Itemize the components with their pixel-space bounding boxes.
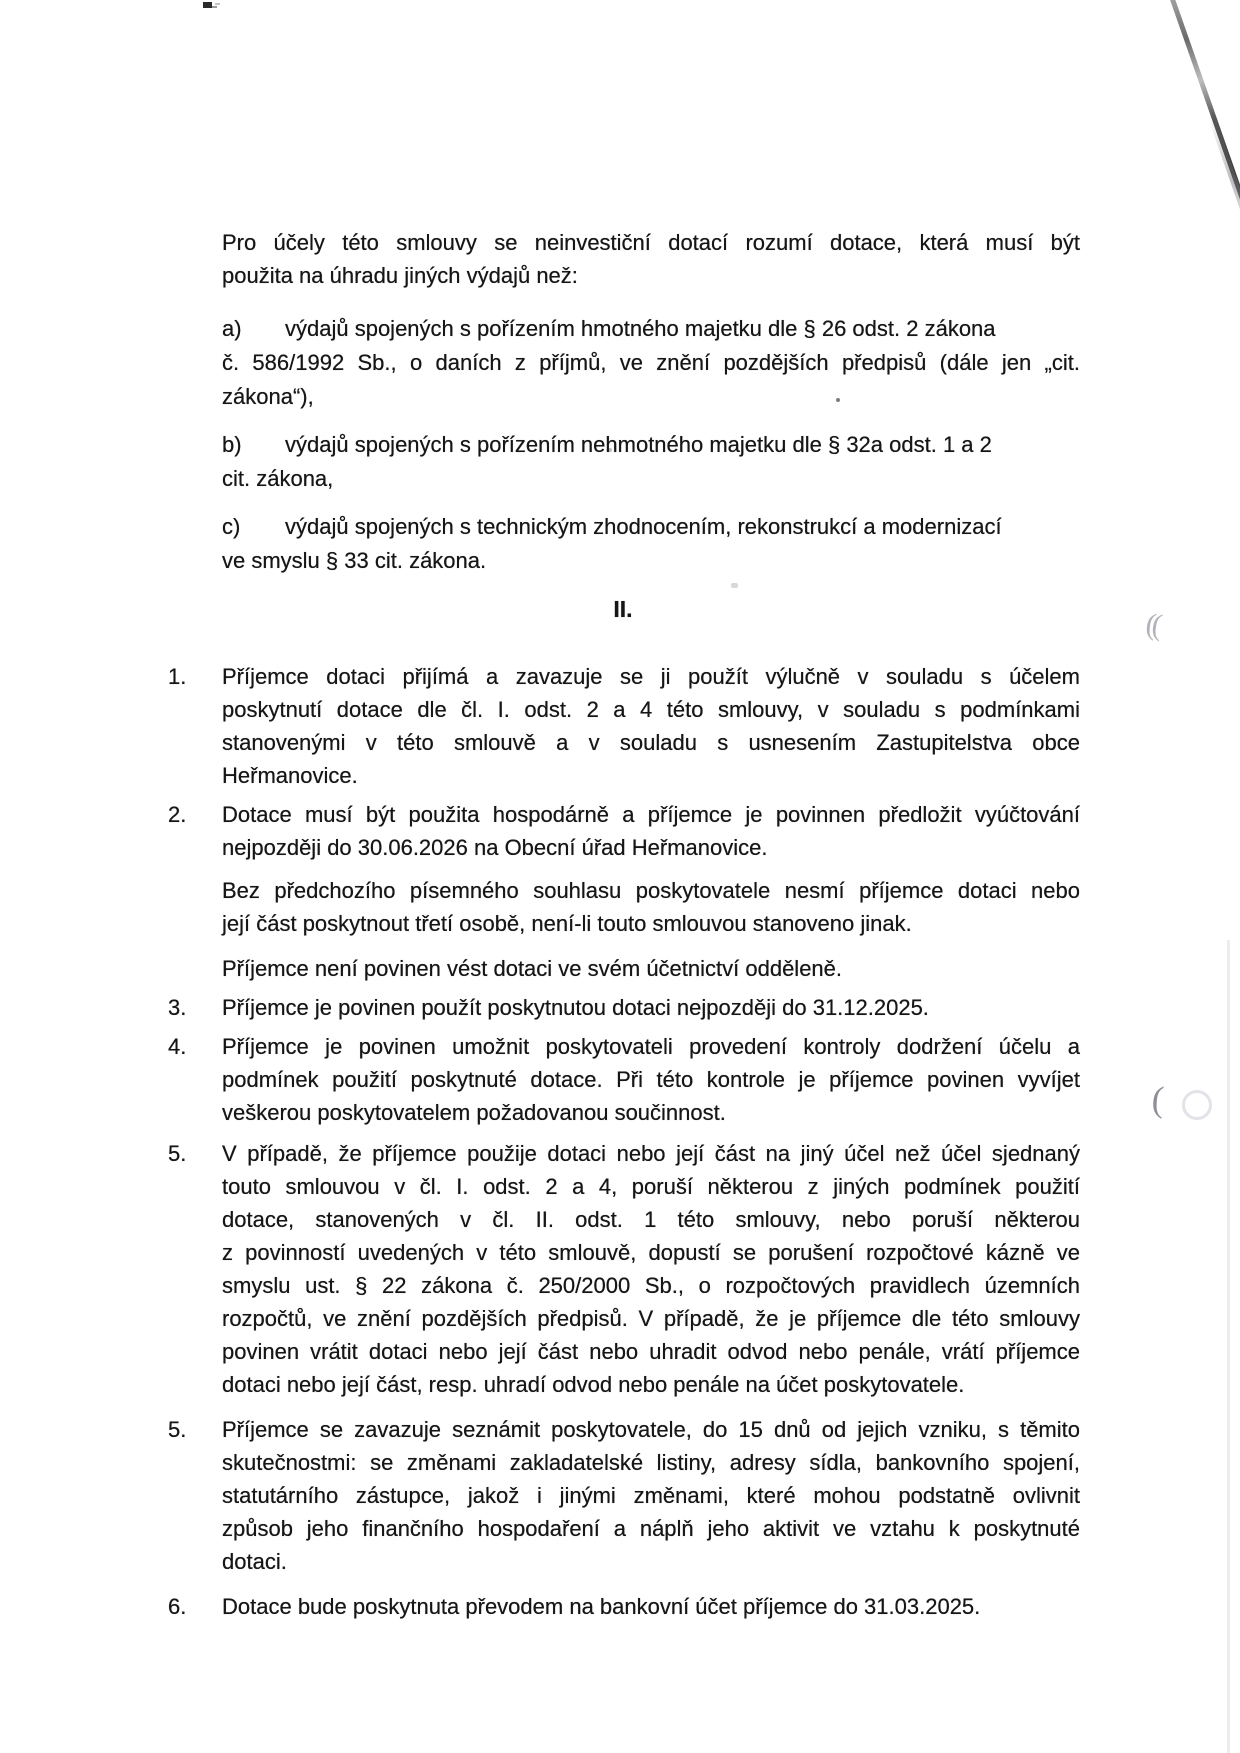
text-line [222,312,1080,346]
item-number: 3. [168,995,187,1020]
text-line: podmínek použití poskytnuté dotace. Při této kontrole je příjemce povinen vyvíjet [222,1067,1080,1092]
item-number: 2. [168,802,187,827]
text-line: dotaci. [222,1549,287,1574]
scan-streak-artifact [1168,0,1240,222]
text-line: cit. zákona, [222,466,334,491]
item-number: 5. [168,1141,187,1166]
text-line: smyslu ust. § 22 zákona č. 250/2000 Sb., o rozpočtových pravidlech územních [222,1273,1080,1298]
subitem-c [222,510,1080,578]
text-line: zákona“), [222,384,314,409]
subitem-b [222,428,1080,496]
text-span: výdajů spojených s technickým zhodnocením, rekonstrukcí a modernizací [285,514,1002,539]
item-number: 5. [168,1417,187,1442]
numbered-item [168,1030,1080,1129]
subitem-label: b) [222,432,242,457]
text-line [222,510,1080,544]
text-line: ve smyslu § 33 cit. zákona. [222,548,487,573]
text-line: Příjemce se zavazuje seznámit poskytovatele, do 15 dnů od jejich vzniku, s těmito [222,1417,1080,1442]
numbered-item [168,1137,1080,1401]
text-line: povinen vrátit dotaci nebo její část nebo uhradit odvod nebo penále, vrátí příjemce [222,1339,1080,1364]
text-line: Pro účely této smlouvy se neinvestiční dotací rozumí dotace, která musí být [222,230,1080,255]
text-line: dotace, stanovených v čl. II. odst. 1 této smlouvy, nebo poruší některou [222,1207,1080,1232]
continuation-paragraph [168,952,1080,985]
item-number: 4. [168,1034,187,1059]
handwritten-mark: ( [1150,1078,1166,1120]
text-line: způsob jeho finančního hospodaření a náplň jeho aktivit ve vztahu k poskytnuté [222,1516,1080,1541]
text-line: stanovenými v této smlouvě a v souladu s usnesením Zastupitelstva obce [222,730,1080,755]
text-line: její část poskytnout třetí osobě, není-li touto smlouvou stanoveno jinak. [222,911,912,936]
scan-streak-shadow [1208,116,1240,222]
text-line: dotaci nebo její část, resp. uhradí odvod nebo penále na účet poskytovatele. [222,1372,965,1397]
text-line: Bez předchozího písemného souhlasu poskytovatele nesmí příjemce dotaci nebo [222,878,1080,903]
numbered-item [168,991,1080,1024]
text-line: Heřmanovice. [222,763,358,788]
text-line: č. 586/1992 Sb., o daních z příjmů, ve znění pozdějších předpisů (dále jen „cit. [222,350,1080,375]
text-span: výdajů spojených s pořízením nehmotného majetku dle § 32a odst. 1 a 2 [285,432,992,457]
text-line: rozpočtů, ve znění pozdějších předpisů. V případě, že je příjemce dle této smlouvy [222,1306,1080,1331]
numbered-item [168,798,1080,864]
text-line: V případě, že příjemce použije dotaci nebo její část na jiný účel než účel sjednaný [222,1141,1080,1166]
continuation-paragraph [168,874,1080,940]
text-line: Dotace bude poskytnuta převodem na bankovní účet příjemce do 31.03.2025. [222,1594,981,1619]
text-line: poskytnutí dotace dle čl. I. odst. 2 a 4 této smlouvy, v souladu s podmínkami [222,697,1080,722]
text-line: touto smlouvou v čl. I. odst. 2 a 4, poruší některou z jiných podmínek použití [222,1174,1080,1199]
handwritten-mark-blob [1182,1090,1212,1120]
text-line: Příjemce je povinen umožnit poskytovateli provedení kontroly dodržení účelu a [222,1034,1080,1059]
text-line: nejpozději do 30.06.2026 na Obecní úřad Heřmanovice. [222,835,768,860]
subitem-label: a) [222,316,242,341]
text-line: skutečnostmi: se změnami zakladatelské listiny, adresy sídla, bankovního spojení, [222,1450,1080,1475]
text-line [222,428,1080,462]
scan-speck [203,2,212,8]
subitem-a [222,312,1080,414]
text-line: Dotace musí být použita hospodárně a příjemce je povinnen předložit vyúčtování [222,802,1080,827]
scan-edge-line [1227,940,1230,1753]
text-span: výdajů spojených s pořízením hmotného majetku dle § 26 odst. 2 zákona [285,316,996,341]
article-heading: II. [613,596,633,622]
numbered-item [168,1413,1080,1578]
text-line: z povinností uvedených v této smlouvě, dopustí se porušení rozpočtové kázně ve [222,1240,1080,1265]
document-content [168,226,1080,1623]
subitem-label: c) [222,514,241,539]
text-line: Příjemce je povinen použít poskytnutou dotaci nejpozději do 31.12.2025. [222,995,929,1020]
text-line: veškerou poskytovatelem požadovanou součinnost. [222,1100,726,1125]
item-number: 6. [168,1594,187,1619]
numbered-item [168,660,1080,792]
text-line: statutárního zástupce, jakož i jinými změnami, které mohou podstatně ovlivnit [222,1483,1080,1508]
handwritten-mark: (( [1143,607,1161,642]
text-line: použita na úhradu jiných výdajů než: [222,263,578,288]
intro-paragraph [222,226,1080,292]
numbered-item [168,1590,1080,1623]
text-line: Příjemce není povinen vést dotaci ve svém účetnictví odděleně. [222,956,843,981]
text-line: Příjemce dotaci přijímá a zavazuje se ji použít výlučně v souladu s účelem [222,664,1080,689]
item-number: 1. [168,664,187,689]
